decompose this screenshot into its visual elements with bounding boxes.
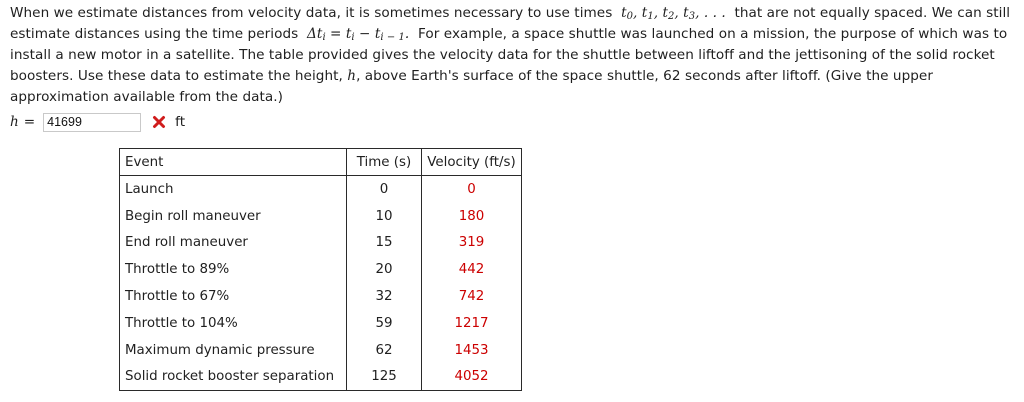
velocity-cell: 442 [422, 256, 522, 283]
problem-text-3: For example, a space shuttle was launched on a mission, the purpose of which was to install a new motor in a satellite. The table provided gives the velocity data for the shuttle between liftoff and the jettisoning of the solid rocket boosters. Use these data to estimate the height, [10, 26, 1008, 84]
event-cell: End roll maneuver [120, 230, 347, 257]
time-sequence-formula: $t_0$, $t_1$, $t_2$, $t_3$, . . . [616, 5, 731, 22]
table-row [120, 337, 522, 364]
table-row [120, 283, 522, 310]
event-cell: Maximum dynamic pressure [120, 337, 347, 364]
table-row [120, 310, 522, 337]
red-x-icon [152, 115, 166, 129]
velocity-cell: 319 [422, 230, 522, 257]
answer-row [10, 111, 185, 133]
height-variable: h [347, 68, 357, 84]
answer-unit: ft [175, 114, 186, 130]
event-cell: Throttle to 89% [120, 256, 347, 283]
velocity-cell: 742 [422, 283, 522, 310]
table-row [120, 230, 522, 257]
event-cell: Begin roll maneuver [120, 203, 347, 230]
velocity-cell: 1453 [422, 337, 522, 364]
velocity-cell: 4052 [422, 364, 522, 391]
delta-t-formula: $\Delta t_i = t_i - t_{i - 1}$. [302, 26, 414, 43]
time-cell: 0 [347, 176, 422, 203]
velocity-cell: 180 [422, 203, 522, 230]
time-cell: 62 [347, 337, 422, 364]
time-cell: 59 [347, 310, 422, 337]
event-cell: Throttle to 104% [120, 310, 347, 337]
time-cell: 20 [347, 256, 422, 283]
answer-input[interactable] [43, 113, 141, 132]
answer-equals: = [23, 114, 36, 130]
problem-text-4: , above Earth's surface of the space shuttle, 62 seconds after liftoff. (Give the upper approximation available from the data.) [10, 68, 933, 105]
problem-text-2: that are not equally spaced. We can still estimate distances using the time periods [10, 5, 1011, 42]
event-cell: Launch [120, 176, 347, 203]
time-cell: 10 [347, 203, 422, 230]
table-row [120, 203, 522, 230]
problem-text-1: When we estimate distances from velocity data, it is sometimes necessary to use times [10, 5, 613, 21]
time-cell: 125 [347, 364, 422, 391]
table-row [120, 256, 522, 283]
velocity-cell: 1217 [422, 310, 522, 337]
header-event: Event [120, 149, 347, 176]
header-time: Time (s) [347, 149, 422, 176]
velocity-cell: 0 [422, 176, 522, 203]
event-cell: Solid rocket booster separation [120, 364, 347, 391]
velocity-data-table [119, 148, 522, 391]
table-row [120, 176, 522, 203]
answer-variable: h [10, 114, 19, 130]
table-header-row [120, 149, 522, 176]
header-velocity: Velocity (ft/s) [422, 149, 522, 176]
event-cell: Throttle to 67% [120, 283, 347, 310]
problem-statement [10, 3, 1014, 108]
time-cell: 15 [347, 230, 422, 257]
time-cell: 32 [347, 283, 422, 310]
table-row [120, 364, 522, 391]
